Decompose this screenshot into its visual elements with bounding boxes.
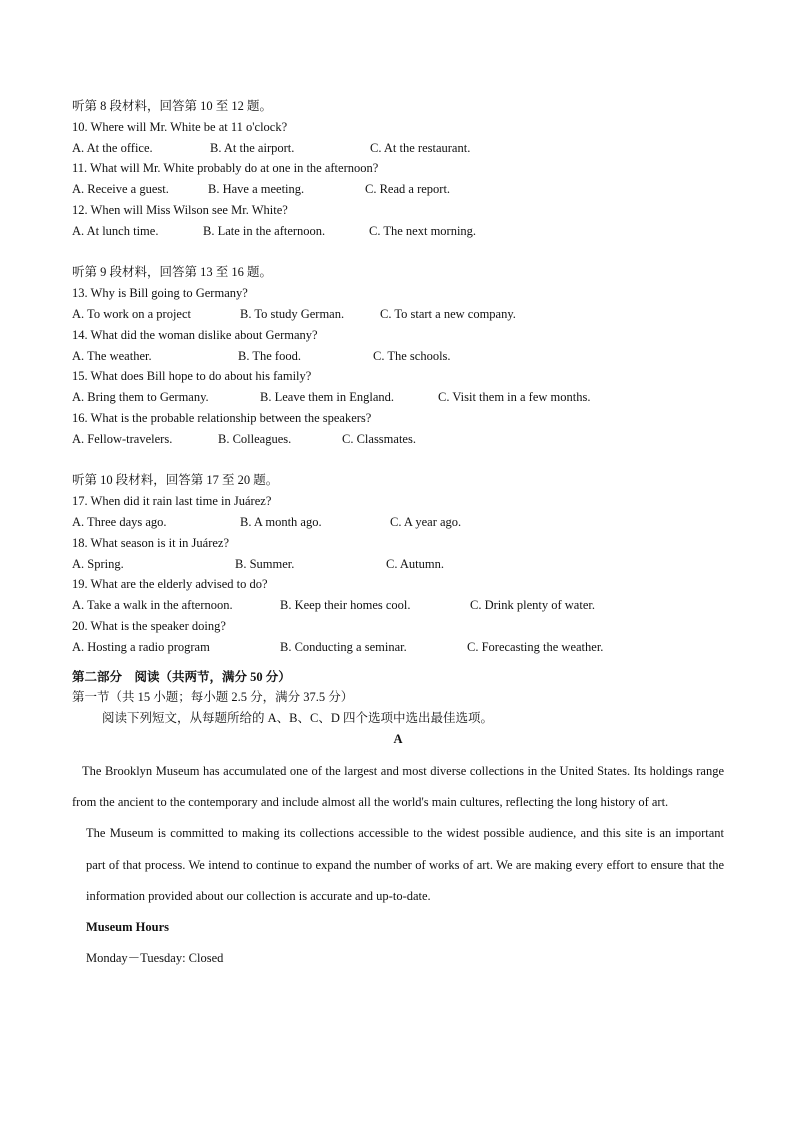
option-c: C. At the restaurant. bbox=[370, 140, 471, 155]
option-c: C. Classmates. bbox=[342, 431, 416, 446]
option-b: B. Have a meeting. bbox=[208, 182, 305, 197]
option-a: A. Take a walk in the afternoon. bbox=[72, 598, 233, 613]
question-15: 15. What does Bill hope to do about his family? bbox=[72, 369, 312, 384]
option-b: B. A month ago. bbox=[240, 514, 322, 529]
question-12: 12. When will Miss Wilson see Mr. White? bbox=[72, 202, 288, 217]
option-a: A. Bring them to Germany. bbox=[72, 390, 209, 405]
section-10-heading: 听第 10 段材料，回答第 17 至 20 题。 bbox=[72, 473, 279, 488]
option-b: B. The food. bbox=[238, 348, 301, 363]
section-8-questions bbox=[72, 117, 724, 242]
question-13: 13. Why is Bill going to Germany? bbox=[72, 286, 248, 301]
option-b: B. Colleagues. bbox=[218, 431, 292, 446]
option-a: A. Receive a guest. bbox=[72, 182, 169, 197]
options-17 bbox=[72, 512, 724, 533]
section-1-heading: 第一节（共 15 小题；每小题 2.5 分，满分 37.5 分） bbox=[72, 690, 354, 705]
option-a: A. Three days ago. bbox=[72, 514, 167, 529]
option-c: C. Visit them in a few months. bbox=[438, 390, 591, 405]
option-c: C. The schools. bbox=[373, 348, 451, 363]
section-9-heading: 听第 9 段材料，回答第 13 至 16 题。 bbox=[72, 265, 273, 280]
question-16: 16. What is the probable relationship between the speakers? bbox=[72, 410, 372, 425]
options-11 bbox=[72, 179, 724, 200]
option-c: C. A year ago. bbox=[390, 514, 462, 529]
option-c: C. Forecasting the weather. bbox=[467, 639, 604, 654]
option-a: A. At the office. bbox=[72, 140, 153, 155]
reading-instruction: 阅读下列短文，从每题所给的 A、B、C、D 四个选项中选出最佳选项。 bbox=[102, 711, 493, 726]
option-c: C. Autumn. bbox=[386, 556, 444, 571]
question-20: 20. What is the speaker doing? bbox=[72, 618, 226, 633]
option-a: A. At lunch time. bbox=[72, 223, 159, 238]
option-b: B. Summer. bbox=[235, 556, 295, 571]
question-17: 17. When did it rain last time in Juárez? bbox=[72, 494, 272, 509]
option-b: B. At the airport. bbox=[210, 140, 295, 155]
question-11: 11. What will Mr. White probably do at one in the afternoon? bbox=[72, 161, 379, 176]
options-10 bbox=[72, 138, 724, 159]
passage-paragraph-1: The Brooklyn Museum has accumulated one of the largest and most diverse collections in the United States. Its holdings range from the ancient to the contemporary and include almost all the world's main cultures, reflecting the long history of art. bbox=[72, 763, 724, 809]
option-b: B. Late in the afternoon. bbox=[203, 223, 326, 238]
option-c: C. Read a report. bbox=[365, 182, 451, 197]
question-18: 18. What season is it in Juárez? bbox=[72, 535, 230, 550]
section-9-questions bbox=[72, 283, 724, 449]
options-15 bbox=[72, 387, 724, 408]
option-b: B. Conducting a seminar. bbox=[280, 639, 407, 654]
option-c: C. Drink plenty of water. bbox=[470, 598, 595, 613]
option-a: A. The weather. bbox=[72, 348, 152, 363]
passage-label: A bbox=[393, 731, 403, 746]
option-b: B. To study German. bbox=[240, 306, 345, 321]
museum-hours-heading: Museum Hours bbox=[86, 920, 169, 935]
section-10-questions bbox=[72, 491, 724, 657]
options-20 bbox=[72, 637, 724, 658]
option-b: B. Leave them in England. bbox=[260, 390, 394, 405]
option-a: A. Spring. bbox=[72, 556, 124, 571]
museum-hours-line: Monday－Tuesday: Closed bbox=[86, 951, 224, 966]
option-a: A. Hosting a radio program bbox=[72, 639, 210, 654]
option-c: C. To start a new company. bbox=[380, 306, 516, 321]
options-12 bbox=[72, 221, 724, 242]
options-14 bbox=[72, 346, 724, 367]
exam-page bbox=[72, 96, 724, 974]
options-18 bbox=[72, 554, 724, 575]
question-14: 14. What did the woman dislike about Germany? bbox=[72, 327, 318, 342]
option-c: C. The next morning. bbox=[369, 223, 477, 238]
option-a: A. To work on a project bbox=[72, 306, 192, 321]
options-13 bbox=[72, 304, 724, 325]
option-b: B. Keep their homes cool. bbox=[280, 598, 411, 613]
question-10: 10. Where will Mr. White be at 11 o'clock? bbox=[72, 119, 288, 134]
options-16 bbox=[72, 429, 724, 450]
passage-paragraph-2: The Museum is committed to making its collections accessible to the widest possible audience, and this site is an important part of that process. We intend to continue to expand the number of works of art. We are making every effort to ensure that the information provided about our collection is accurate and up-to-date. bbox=[86, 826, 724, 903]
section-8-heading: 听第 8 段材料，回答第 10 至 12 题。 bbox=[72, 99, 273, 113]
option-a: A. Fellow-travelers. bbox=[72, 431, 173, 446]
part-2-title: 第二部分 阅读（共两节，满分 50 分） bbox=[72, 669, 291, 684]
question-19: 19. What are the elderly advised to do? bbox=[72, 577, 268, 592]
options-19 bbox=[72, 595, 724, 616]
